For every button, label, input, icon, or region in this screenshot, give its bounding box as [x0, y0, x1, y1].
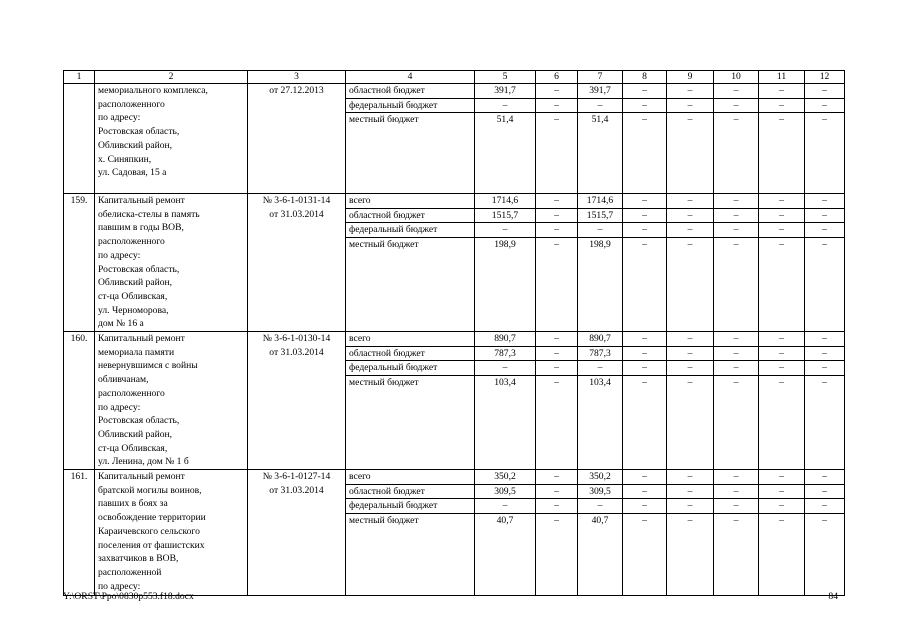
object-name-line: х. Синяпкин, [98, 153, 152, 165]
amount-cell: – [536, 376, 578, 470]
column-header: 1 [64, 71, 95, 84]
amount-cell: – [536, 113, 578, 194]
contract-line: № 3-6-1-0131-14 [262, 195, 331, 206]
row-number: 159. [64, 194, 95, 332]
amount-cell: – [714, 194, 759, 209]
amount-cell: – [667, 514, 714, 596]
amount-cell: 890,7 [578, 332, 623, 347]
amount-cell: – [667, 346, 714, 361]
amount-cell: – [578, 223, 623, 238]
amount-cell: – [475, 98, 536, 113]
amount-cell: – [759, 238, 805, 332]
column-header: 4 [346, 71, 475, 84]
amount-cell: – [578, 361, 623, 376]
amount-cell: 350,2 [475, 470, 536, 485]
column-header: 6 [536, 71, 578, 84]
object-name-line: павших в боях за [98, 498, 168, 510]
amount-cell: 350,2 [578, 470, 623, 485]
amount-cell: – [475, 499, 536, 514]
funding-source: федеральный бюджет [346, 98, 475, 113]
amount-cell: – [536, 84, 578, 99]
page-number: 84 [828, 591, 838, 602]
object-name-line: расположенного [98, 236, 165, 248]
amount-cell: – [714, 238, 759, 332]
amount-cell: – [805, 84, 845, 99]
amount-cell: – [667, 238, 714, 332]
amount-cell: – [623, 499, 667, 514]
amount-cell: 1515,7 [475, 208, 536, 223]
object-name-line: братской могилы воинов, [98, 484, 202, 496]
object-name-line: освобождение территории [98, 512, 206, 524]
amount-cell: 787,3 [475, 346, 536, 361]
amount-cell: – [714, 484, 759, 499]
object-name-line: Капитальный ремонт [98, 195, 185, 206]
object-name-line: захватчиков в ВОВ, [98, 553, 179, 565]
amount-cell: – [536, 238, 578, 332]
amount-cell: – [623, 194, 667, 209]
contract-line: № 3-6-1-0130-14 [262, 333, 331, 345]
table-row [64, 470, 845, 485]
object-name-line: Ростовская область, [98, 415, 180, 427]
amount-cell: – [759, 98, 805, 113]
object-name-line: мемориального комплекса, [98, 85, 208, 96]
amount-cell: – [667, 208, 714, 223]
funding-source: федеральный бюджет [346, 361, 475, 376]
amount-cell: – [759, 208, 805, 223]
column-header: 7 [578, 71, 623, 84]
amount-cell: – [667, 98, 714, 113]
contract-number [248, 332, 346, 470]
amount-cell: – [623, 514, 667, 596]
contract-number [248, 194, 346, 332]
header-row [64, 71, 845, 84]
amount-cell: – [714, 361, 759, 376]
amount-cell: – [536, 346, 578, 361]
amount-cell: – [759, 484, 805, 499]
column-header: 8 [623, 71, 667, 84]
table-row [64, 332, 845, 347]
amount-cell: – [759, 376, 805, 470]
object-name-line: поселения от фашистских [98, 539, 205, 551]
amount-cell: – [714, 376, 759, 470]
amount-cell: 51,4 [475, 113, 536, 194]
contract-line: от 31.03.2014 [269, 208, 324, 220]
row-number [64, 84, 95, 194]
funding-source: областной бюджет [346, 346, 475, 361]
amount-cell: – [536, 470, 578, 485]
amount-cell: – [805, 332, 845, 347]
amount-cell: – [759, 499, 805, 514]
object-name-line: невернувшимся с войны [98, 360, 198, 372]
column-header: 2 [95, 71, 248, 84]
amount-cell: – [536, 514, 578, 596]
object-name [95, 84, 248, 194]
amount-cell: 1714,6 [578, 194, 623, 209]
amount-cell: – [714, 514, 759, 596]
amount-cell: – [536, 361, 578, 376]
amount-cell: – [667, 499, 714, 514]
amount-cell: – [714, 208, 759, 223]
amount-cell: – [536, 332, 578, 347]
amount-cell: – [805, 361, 845, 376]
funding-source: областной бюджет [346, 484, 475, 499]
funding-source: всего [346, 332, 475, 347]
amount-cell: 40,7 [578, 514, 623, 596]
column-header: 11 [759, 71, 805, 84]
amount-cell: – [623, 361, 667, 376]
contract-line: от 31.03.2014 [269, 346, 324, 358]
funding-source: всего [346, 194, 475, 209]
amount-cell: – [536, 98, 578, 113]
contract-line: № 3-6-1-0127-14 [262, 471, 331, 483]
amount-cell: – [667, 484, 714, 499]
file-path: Y:\ORST\Ppo\0830p553.f18.docx [63, 591, 194, 602]
object-name [95, 470, 248, 596]
amount-cell: – [475, 223, 536, 238]
object-name-line: ст-ца Обливская, [98, 442, 168, 454]
funding-source: федеральный бюджет [346, 499, 475, 514]
amount-cell: – [805, 514, 845, 596]
contract-line: от 27.12.2013 [269, 85, 324, 96]
funding-source: местный бюджет [346, 238, 475, 332]
table-body [64, 71, 845, 596]
budget-table [63, 70, 845, 596]
funding-source: местный бюджет [346, 376, 475, 470]
amount-cell: 103,4 [578, 376, 623, 470]
amount-cell: – [536, 484, 578, 499]
amount-cell: – [714, 113, 759, 194]
amount-cell: – [667, 332, 714, 347]
object-name [95, 332, 248, 470]
amount-cell: 787,3 [578, 346, 623, 361]
amount-cell: – [805, 484, 845, 499]
object-name-line: мемориала памяти [98, 346, 175, 358]
amount-cell: – [667, 84, 714, 99]
amount-cell: – [759, 194, 805, 209]
amount-cell: – [805, 499, 845, 514]
amount-cell: – [714, 84, 759, 99]
amount-cell: – [759, 346, 805, 361]
object-name-line: павшим в годы ВОВ, [98, 222, 184, 234]
object-name-line: ул. Садовая, 15 а [98, 167, 167, 179]
funding-source: федеральный бюджет [346, 223, 475, 238]
object-name-line: Обливский район, [98, 139, 173, 151]
object-name-line: расположенной [98, 566, 162, 578]
amount-cell: – [667, 361, 714, 376]
amount-cell: – [805, 376, 845, 470]
amount-cell: – [667, 470, 714, 485]
amount-cell: – [667, 223, 714, 238]
amount-cell: – [805, 194, 845, 209]
object-name-line: Ростовская область, [98, 126, 180, 138]
contract-number [248, 84, 346, 194]
object-name-line: Ростовская область, [98, 263, 180, 275]
amount-cell: – [805, 346, 845, 361]
funding-source: областной бюджет [346, 208, 475, 223]
column-header: 10 [714, 71, 759, 84]
object-name-line: Капитальный ремонт [98, 471, 185, 483]
column-header: 5 [475, 71, 536, 84]
amount-cell: – [623, 98, 667, 113]
amount-cell: 391,7 [475, 84, 536, 99]
amount-cell: – [623, 238, 667, 332]
amount-cell: 40,7 [475, 514, 536, 596]
amount-cell: – [578, 98, 623, 113]
amount-cell: 1714,6 [475, 194, 536, 209]
amount-cell: – [759, 470, 805, 485]
amount-cell: – [759, 332, 805, 347]
amount-cell: – [714, 499, 759, 514]
amount-cell: – [623, 113, 667, 194]
column-header: 3 [248, 71, 346, 84]
amount-cell: – [623, 376, 667, 470]
object-name-line: расположенного [98, 387, 165, 399]
object-name-line: по адресу: [98, 112, 141, 124]
object-name-line: расположенного [98, 98, 165, 110]
amount-cell: – [805, 113, 845, 194]
object-name-line: по адресу: [98, 580, 141, 592]
amount-cell: – [536, 499, 578, 514]
object-name-line: ул. Ленина, дом № 1 б [98, 456, 189, 468]
amount-cell: 309,5 [578, 484, 623, 499]
object-name-line: Капитальный ремонт [98, 333, 185, 345]
amount-cell: – [759, 514, 805, 596]
funding-source: местный бюджет [346, 514, 475, 596]
amount-cell: – [805, 223, 845, 238]
contract-number [248, 470, 346, 596]
amount-cell: – [805, 470, 845, 485]
object-name-line: дом № 16 а [98, 318, 144, 330]
amount-cell: – [536, 208, 578, 223]
object-name [95, 194, 248, 332]
amount-cell: 1515,7 [578, 208, 623, 223]
amount-cell: 391,7 [578, 84, 623, 99]
object-name-line: обливчанам, [98, 374, 149, 386]
row-number: 160. [64, 332, 95, 470]
amount-cell: – [714, 223, 759, 238]
amount-cell: 890,7 [475, 332, 536, 347]
amount-cell: – [759, 84, 805, 99]
amount-cell: – [805, 238, 845, 332]
column-header: 12 [805, 71, 845, 84]
object-name-line: по адресу: [98, 401, 141, 413]
amount-cell: – [623, 470, 667, 485]
amount-cell: – [536, 194, 578, 209]
amount-cell: 198,9 [475, 238, 536, 332]
contract-line: от 31.03.2014 [269, 484, 324, 496]
amount-cell: – [759, 223, 805, 238]
object-name-line: ул. Черноморова, [98, 304, 169, 316]
amount-cell: 103,4 [475, 376, 536, 470]
object-name-line: Обливский район, [98, 428, 173, 440]
object-name-line: Обливский район, [98, 277, 173, 289]
amount-cell: – [536, 223, 578, 238]
amount-cell: – [578, 499, 623, 514]
amount-cell: – [623, 223, 667, 238]
amount-cell: – [623, 346, 667, 361]
object-name-line: по адресу: [98, 249, 141, 261]
amount-cell: – [759, 361, 805, 376]
object-name-line: Караичевского сельского [98, 525, 200, 537]
amount-cell: – [667, 113, 714, 194]
amount-cell: – [759, 113, 805, 194]
amount-cell: – [714, 346, 759, 361]
row-number: 161. [64, 470, 95, 596]
amount-cell: – [805, 208, 845, 223]
object-name-line: ст-ца Обливская, [98, 290, 168, 302]
amount-cell: – [623, 84, 667, 99]
amount-cell: – [475, 361, 536, 376]
amount-cell: 309,5 [475, 484, 536, 499]
amount-cell: 51,4 [578, 113, 623, 194]
amount-cell: – [667, 376, 714, 470]
amount-cell: – [623, 484, 667, 499]
amount-cell: – [667, 194, 714, 209]
table-row [64, 194, 845, 209]
column-header: 9 [667, 71, 714, 84]
funding-source: местный бюджет [346, 113, 475, 194]
amount-cell: – [623, 208, 667, 223]
funding-source: всего [346, 470, 475, 485]
amount-cell: – [623, 332, 667, 347]
object-name-line: обелиска-стелы в память [98, 208, 200, 220]
funding-source: областной бюджет [346, 84, 475, 99]
amount-cell: – [714, 470, 759, 485]
amount-cell: – [714, 98, 759, 113]
amount-cell: 198,9 [578, 238, 623, 332]
amount-cell: – [805, 98, 845, 113]
amount-cell: – [714, 332, 759, 347]
table-row [64, 84, 845, 99]
